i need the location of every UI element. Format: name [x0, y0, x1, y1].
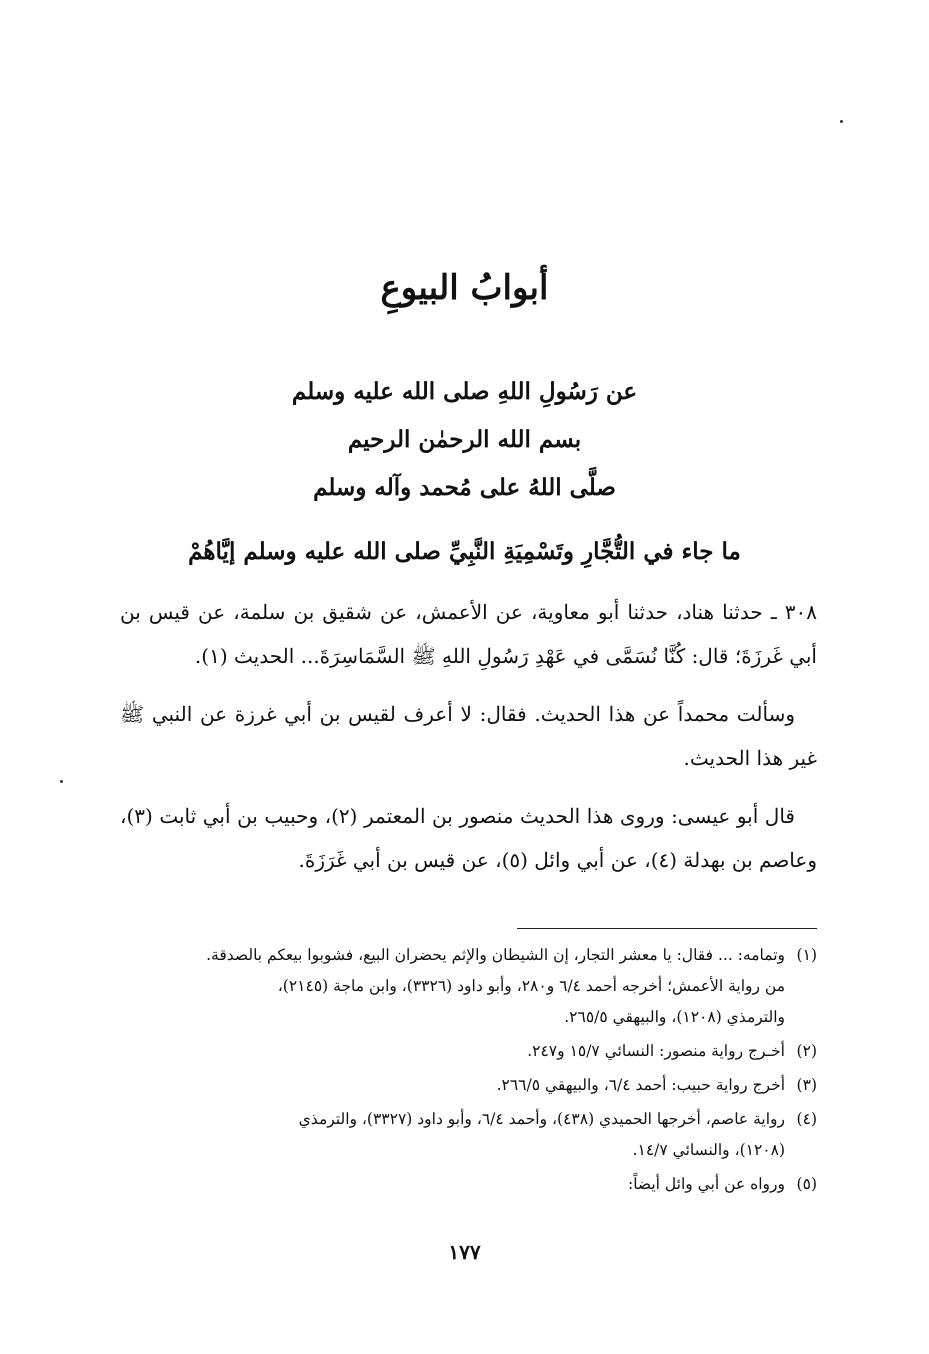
page-number: ١٧٧: [448, 1240, 481, 1264]
footnote-text: من رواية الأعمش؛ أخرجه أحمد ٦/٤ و٢٨٠، وأبو داود (٣٣٢٦)، وابن ماجة (٢١٤٥)،: [277, 977, 785, 995]
footnote-number: (٥): [796, 1175, 817, 1193]
footnote-text: وتمامه: ... فقال: يا معشر التجار، إن الشيطان والإثم يحضران البيع، فشوبوا بيعكم بالصدقة.: [206, 946, 785, 964]
footnote-text: (١٢٠٨)، والنسائي ١٤/٧.: [632, 1141, 785, 1159]
footnote: [120, 1169, 817, 1200]
chapter-heading: ما جاء في التُّجَّارِ وتَسْمِيَةِ النَّبِيِّ صلى الله عليه وسلم إيَّاهُمْ: [188, 538, 741, 565]
footnote: [120, 1036, 817, 1067]
footnote-text: أخـرج رواية منصور: النسائي ١٥/٧ و٢٤٧.: [527, 1042, 785, 1060]
footnote-number: (١): [796, 946, 817, 964]
footnote-number: (٤): [796, 1110, 817, 1128]
footnote-divider: [517, 928, 817, 929]
footnote: [120, 1104, 817, 1166]
book-title: أبوابُ البيوعِ: [380, 268, 549, 308]
intro-block: [0, 368, 929, 512]
basmala: بسم الله الرحمٰن الرحيم: [347, 426, 582, 453]
footnote: [120, 1070, 817, 1101]
scan-speck: [60, 780, 63, 783]
footnote-text: والترمذي (١٢٠٨)، والبيهقي ٢٦٥/٥.: [564, 1008, 785, 1026]
salawat-line: صلَّى اللهُ على مُحمد وآله وسلم: [313, 474, 616, 501]
commentary-paragraph: وسألت محمداً عن هذا الحديث. فقال: لا أعرف لقيس بن أبي غرزة عن النبي ﷺ غير هذا الحديث.: [120, 702, 817, 770]
footnote: [120, 940, 817, 1033]
footnotes: [120, 940, 817, 1203]
hadith-paragraph: ٣٠٨ ـ حدثنا هناد، حدثنا أبو معاوية، عن الأعمش، عن شقيق بن سلمة، عن قيس بن أبي غَرزَةَ؛ قال: كُنَّا نُسَمَّى في عَهْدِ رَسُولِ اللهِ ﷺ السَّمَاسِرَةَ... الحديث (١).: [120, 600, 817, 668]
footnote-number: (٢): [796, 1042, 817, 1060]
footnote-text: أخرج رواية حبيب: أحمد ٦/٤، والبيهقي ٢٦٦/٥.: [496, 1076, 785, 1094]
scan-speck: [840, 120, 843, 123]
footnote-text: ورواه عن أبي وائل أيضاً:: [627, 1175, 785, 1193]
footnote-text: رواية عاصم، أخرجها الحميدي (٤٣٨)، وأحمد ٦/٤، وأبو داود (٣٣٢٧)، والترمذي: [298, 1110, 785, 1128]
commentary-paragraph: قال أبو عيسى: وروى هذا الحديث منصور بن المعتمر (٢)، وحبيب بن أبي ثابت (٣)، وعاصم بن بهدلة (٤)، عن أبي وائل (٥)، عن قيس بن أبي غَرَزَةَ.: [120, 804, 817, 872]
intro-line: عن رَسُولِ اللهِ صلى الله عليه وسلم: [291, 378, 638, 405]
main-text: [120, 590, 817, 896]
footnote-number: (٣): [796, 1076, 817, 1094]
